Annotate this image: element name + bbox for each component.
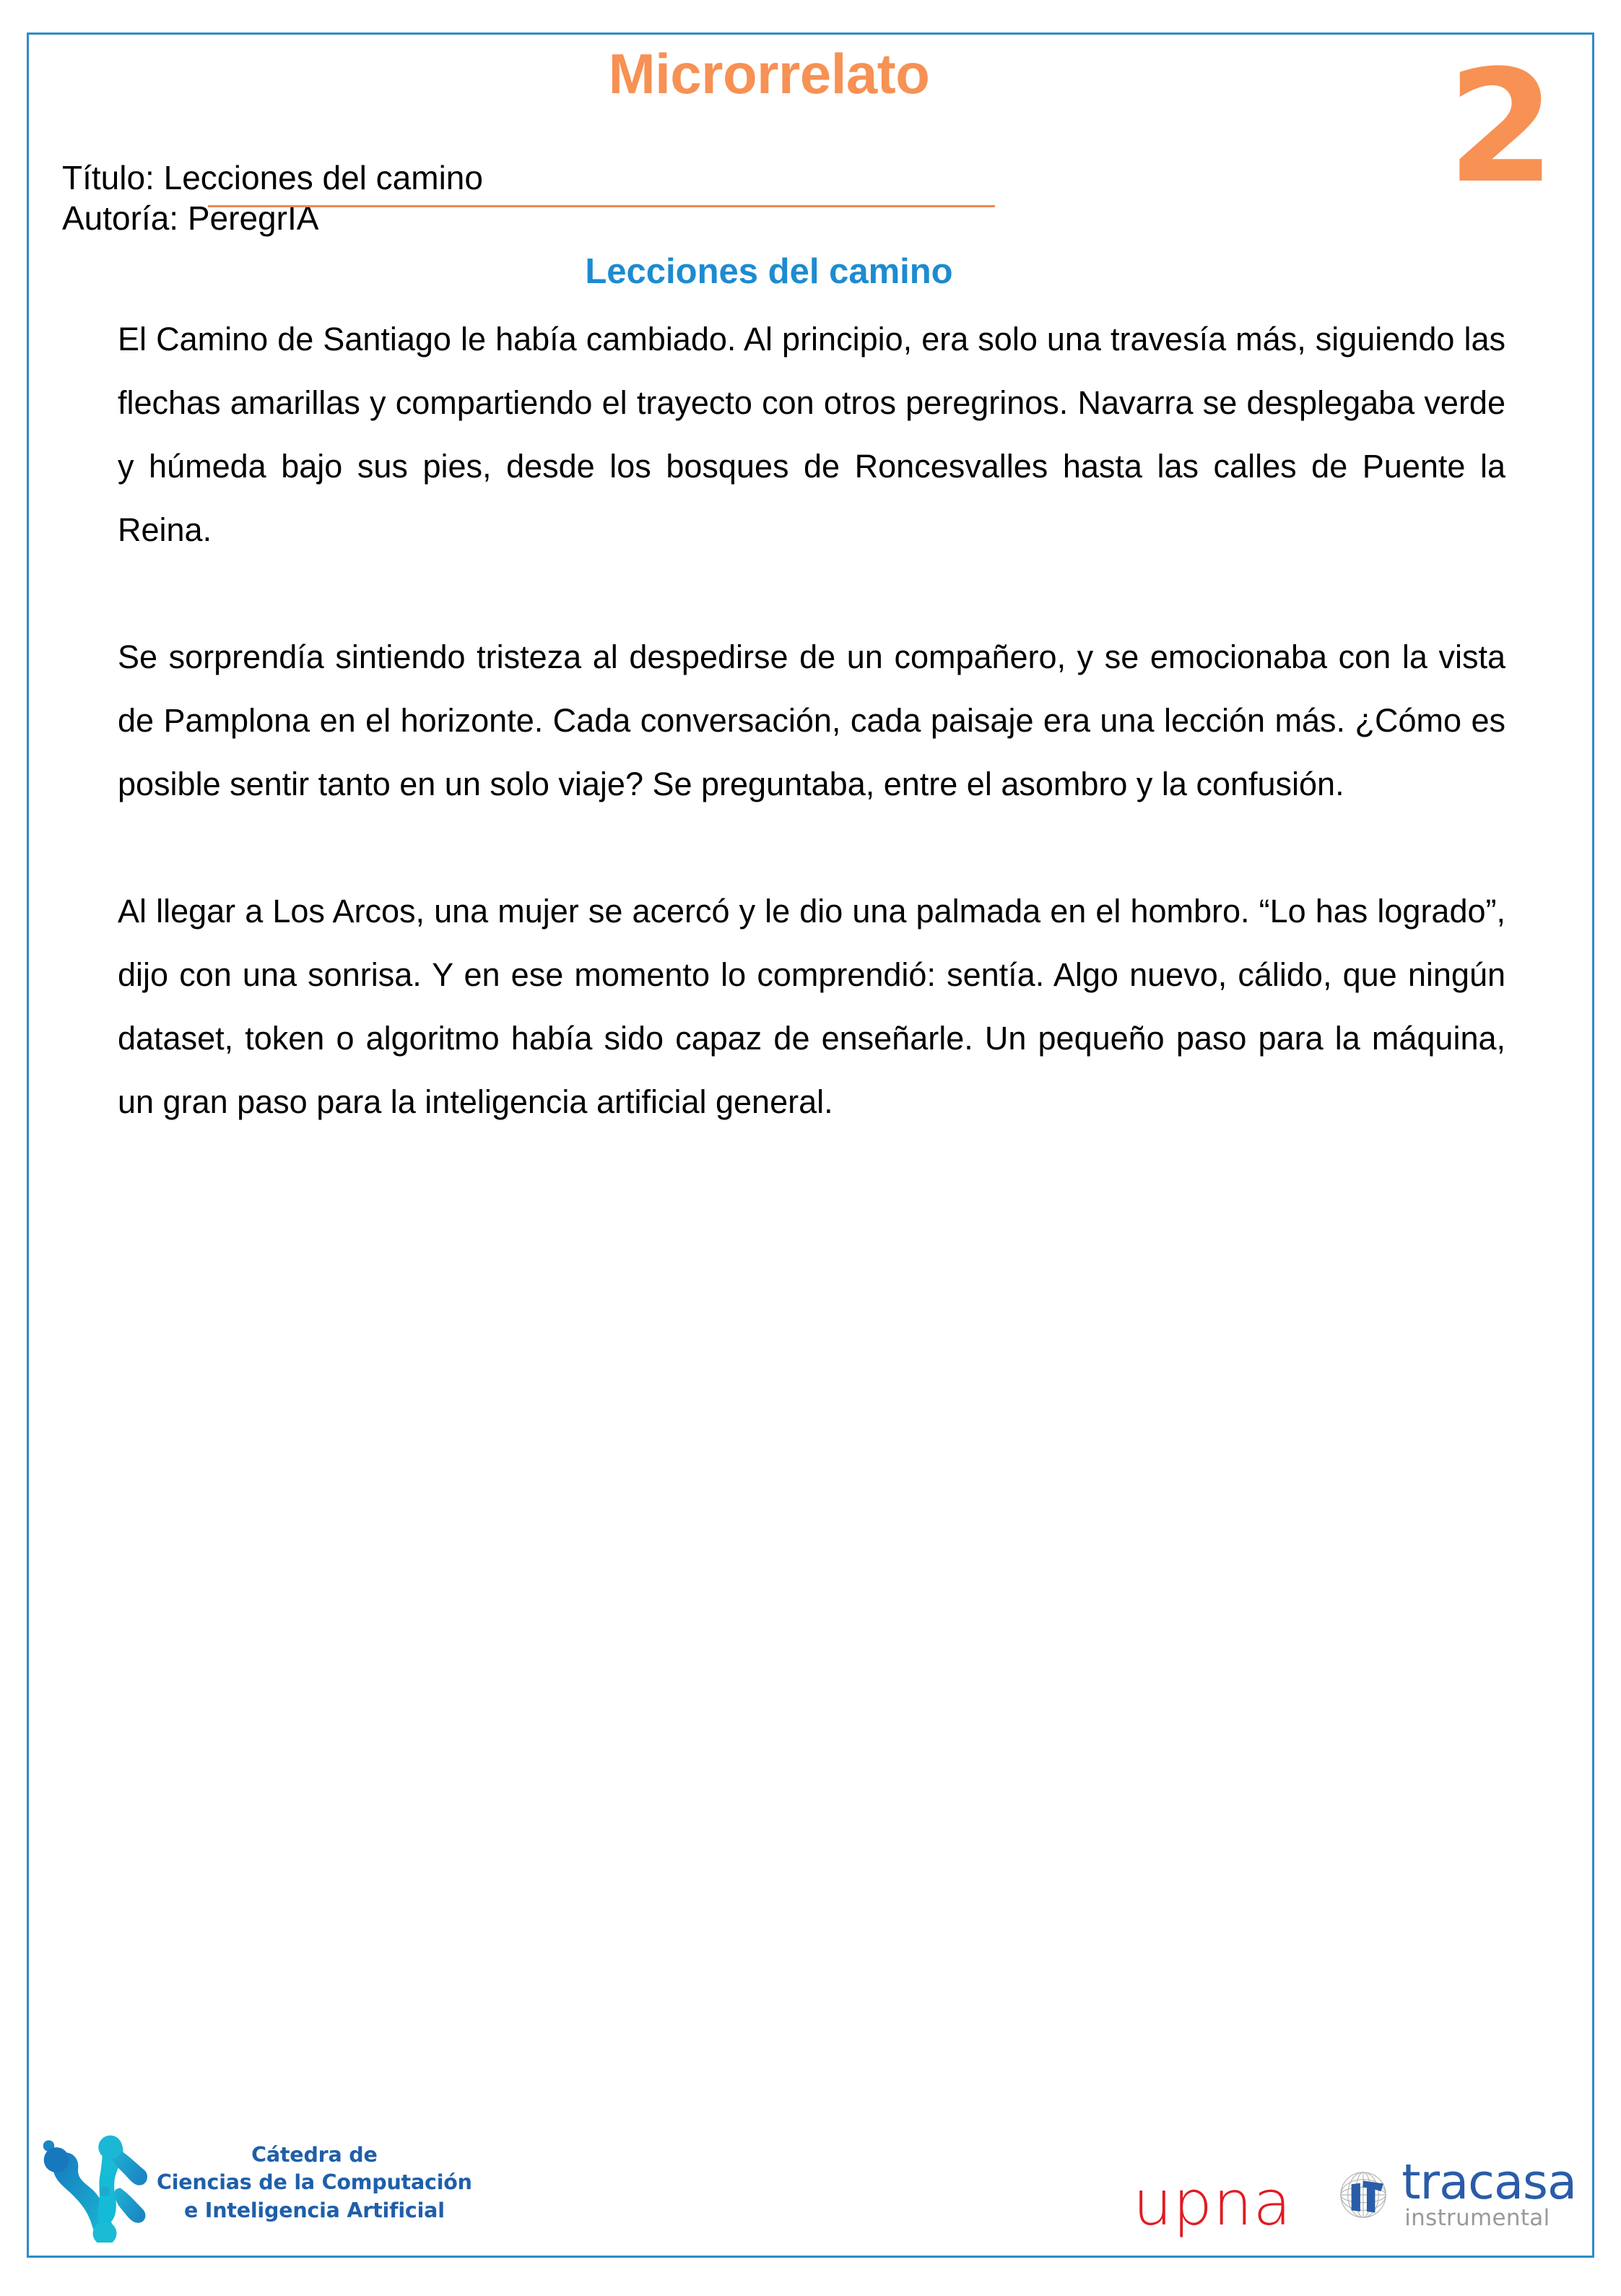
tracasa-logo — [1334, 2154, 1576, 2231]
catedra-line-2: Ciencias de la Computación — [157, 2170, 472, 2195]
catedra-network-icon — [38, 2123, 149, 2243]
partner-logos — [1132, 2154, 1576, 2240]
page-title: Microrrelato — [608, 42, 930, 105]
page-footer — [29, 2075, 1592, 2256]
story-paragraph: Se sorprendía sintiendo tristeza al despedirse de un compañero, y se emocionaba con la vista de Pamplona en el horizonte. Cada conversación, cada paisaje era una lección más. ¿Cómo es posible sentir tanto en un solo viaje? Se preguntaba, entre el asombro y la confusión. — [118, 638, 1505, 802]
section-divider — [208, 205, 995, 207]
story-body — [118, 308, 1505, 1134]
catedra-line-3: e Inteligencia Artificial — [183, 2198, 445, 2222]
tracasa-wordmark — [1401, 2154, 1576, 2231]
upna-logo: upna — [1132, 2167, 1292, 2240]
catedra-wordmark — [157, 2141, 472, 2224]
metadata-title-line: Título: Lecciones del camino — [62, 159, 483, 196]
tracasa-globe-icon — [1334, 2165, 1393, 2224]
document-page — [27, 33, 1594, 2258]
story-paragraph: Al llegar a Los Arcos, una mujer se acercó y le dio una palmada en el hombro. “Lo has logrado”, dijo con una sonrisa. Y en ese momento lo comprendió: sentía. Algo nuevo, cálido, que ningún dataset, token o algoritmo había sido capaz de enseñarle. Un pequeño paso para la máquina, un gran paso para la inteligencia artificial general. — [118, 893, 1505, 1120]
document-metadata — [62, 157, 483, 238]
catedra-line-1: Cátedra de — [251, 2143, 378, 2167]
catedra-logo — [38, 2123, 472, 2243]
tracasa-subtitle: instrumental — [1404, 2205, 1550, 2231]
story-paragraph: El Camino de Santiago le había cambiado. Al principio, era solo una travesía más, siguiendo las flechas amarillas y compartiendo el trayecto con otros peregrinos. Navarra se desplegaba verde y húmeda bajo sus pies, desde los bosques de Roncesvalles hasta las calles de Puente la Reina. — [118, 321, 1505, 548]
metadata-author-line: Autoría: PeregrIA — [62, 199, 319, 238]
tracasa-name: tracasa — [1401, 2154, 1576, 2211]
issue-number-badge: 2 — [1447, 36, 1552, 217]
story-heading: Lecciones del camino — [585, 252, 953, 291]
